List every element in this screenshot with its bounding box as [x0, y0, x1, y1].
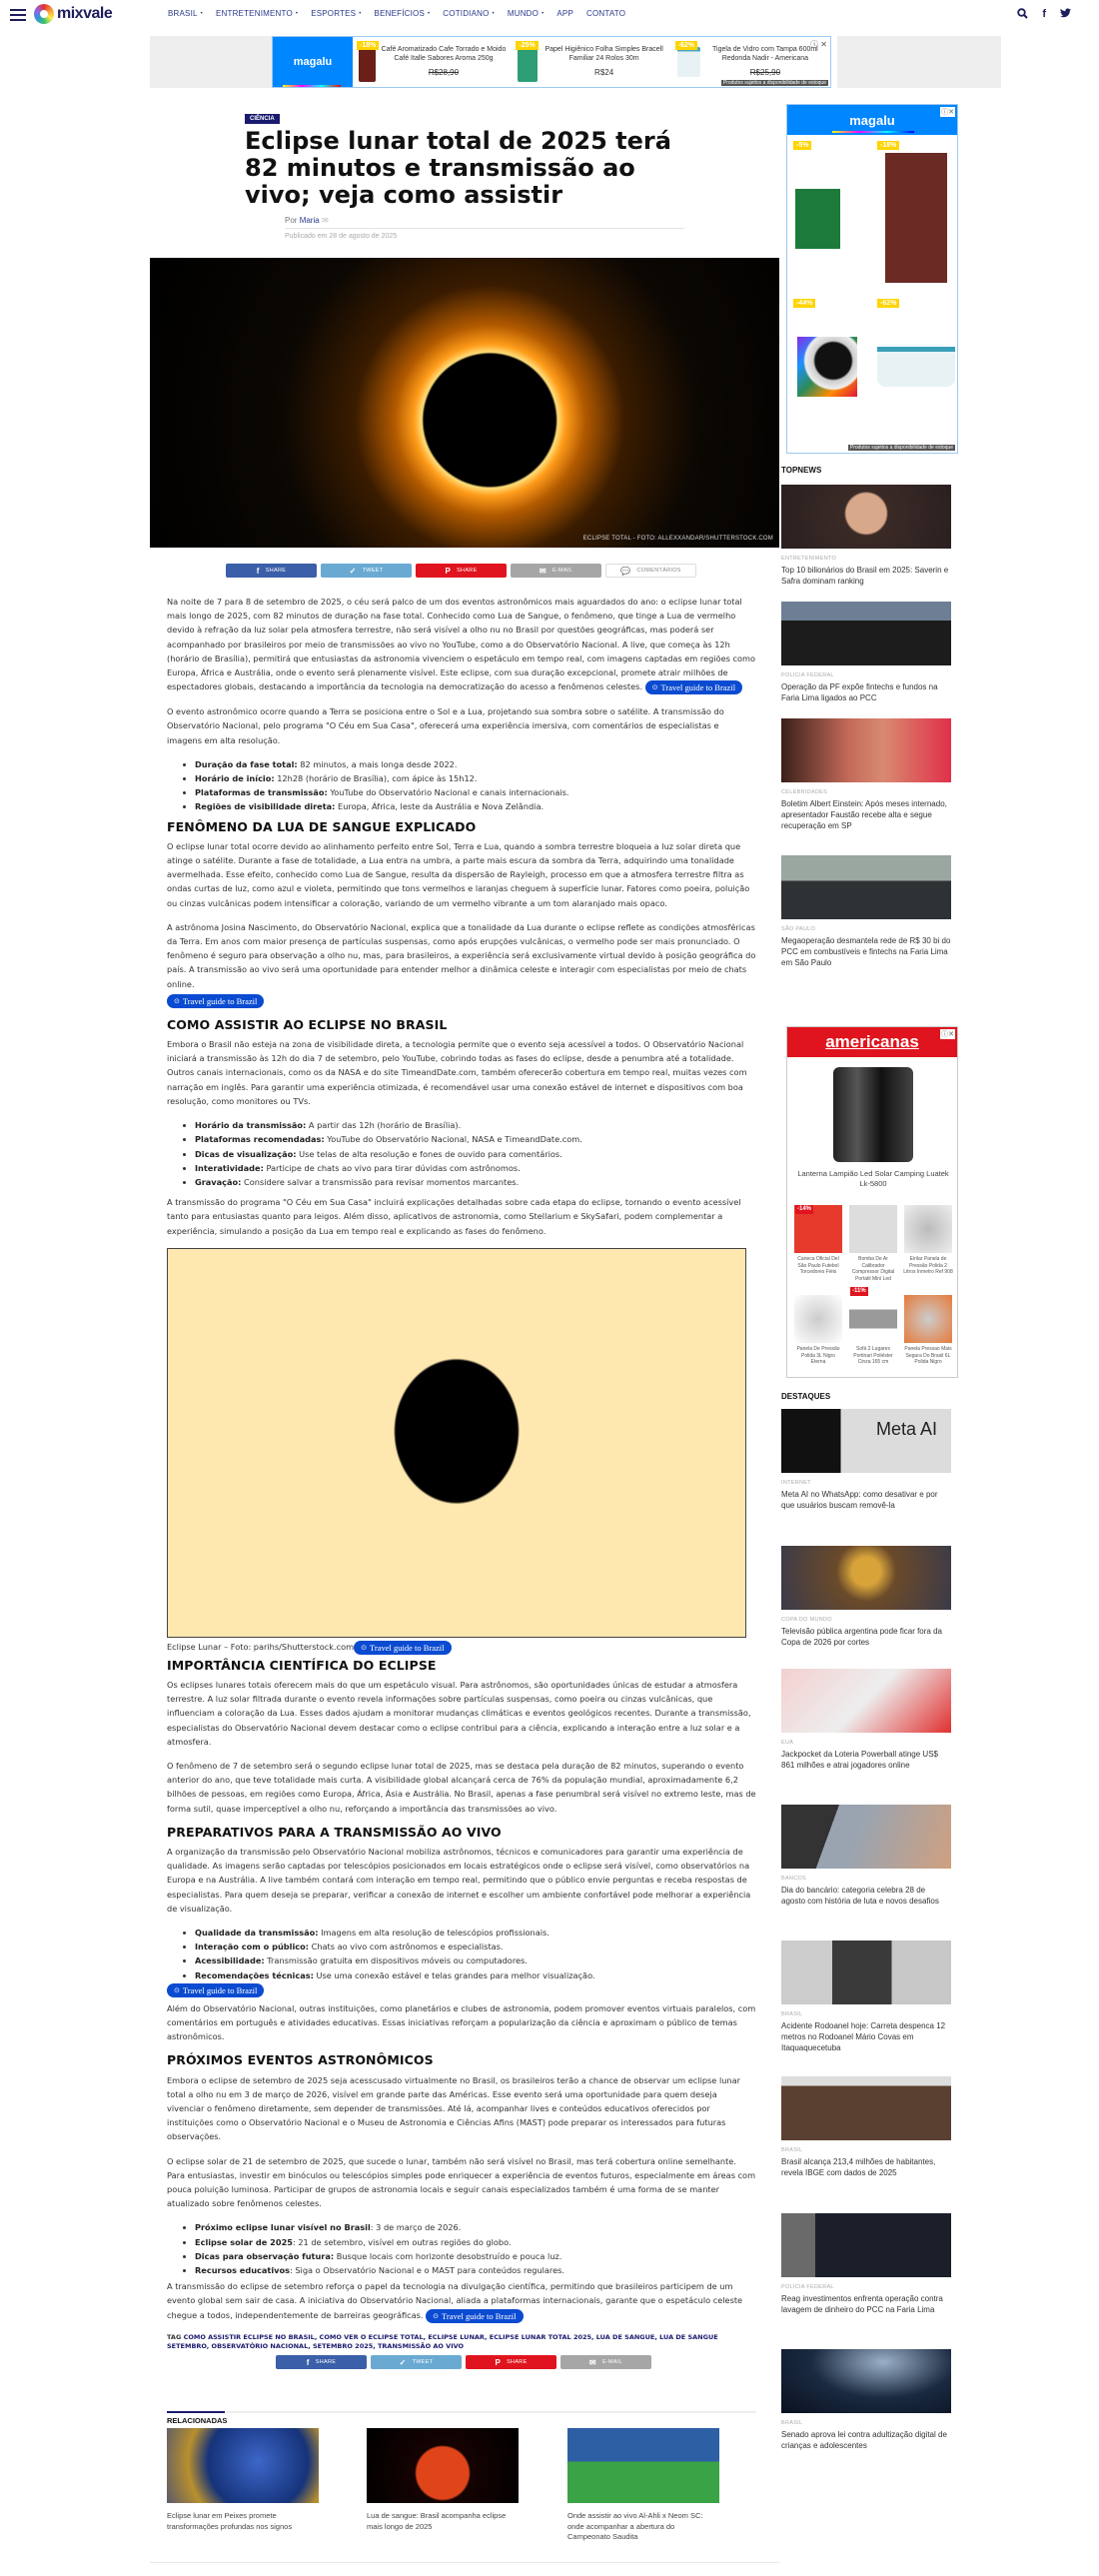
compass-icon: ⊙	[651, 683, 658, 692]
travel-guide-label: Travel guide to Brazil	[369, 1642, 445, 1653]
list-item	[195, 1968, 756, 1982]
ad-close-icon[interactable]: ⓘ✕	[941, 109, 954, 116]
paragraph-text: A transmissão do eclipse de setembro reforça o papel da tecnologia na divulgação científica, permitindo que brasileiros participem de um evento global sem sair de casa. A iniciativa do Observatório Nacional, aliada a plataformas internacionais, garante que o espetáculo celeste chegue a todos, independentemente de barreiras geográficas.	[167, 2281, 743, 2320]
list-item	[195, 2263, 756, 2277]
destaques-heading: DESTAQUES	[781, 1392, 831, 1401]
travel-guide-button[interactable]	[167, 1983, 264, 1997]
ad-close-icon[interactable]: ⓘ ✕	[810, 40, 827, 49]
item-text: YouTube do Observatório Nacional, NASA e TimeandDate.com.	[324, 1134, 582, 1145]
news-image	[781, 718, 951, 782]
paragraph	[167, 2279, 756, 2322]
related-image	[167, 2428, 319, 2503]
news-image	[781, 485, 951, 549]
product-name: Panela Pressao Mais Segura Do Brasil 6L Polida Nigro	[904, 1346, 952, 1365]
travel-guide-button[interactable]	[354, 1641, 451, 1655]
pinterest-icon: P	[445, 566, 452, 576]
product-name: Caneca Oficial Del São Paulo Futebol Torcedores Fiéis	[797, 1256, 839, 1275]
share-bar	[226, 564, 696, 578]
paragraph: Além do Observatório Nacional, outras instituições, como planetários e clubes de astronomia, podem promover eventos virtuais paralelos, com comentários em português e atividades educativas. Essas iniciativas reforçam a popularização da ciência e aproximam o público de temas astronômicos.	[167, 2002, 756, 2042]
news-image	[781, 855, 951, 919]
product-image	[904, 1205, 952, 1253]
section-heading: FENÔMENO DA LUA DE SANGUE EXPLICADO	[167, 818, 477, 834]
paragraph: A transmissão do programa "O Céu em Sua Casa" incluirá explicações detalhadas sobre cada etapa do eclipse, tornando o evento acessível tanto para entusiastas quanto para leigos. Além disso, aplicativos de astronomia, como Stellarium e SkySafari, podem complementar a experiência, simulando a posição da Lua em tempo real e explicando as fases do fenômeno.	[167, 1197, 741, 1236]
news-title: Dia do bancário: categoria celebra 28 de agosto com história de luta e novos desafios	[781, 1886, 939, 1906]
discount-badge: -44%	[793, 299, 815, 308]
compass-icon: ⊙	[174, 1985, 180, 1994]
nav-label: COTIDIANO	[443, 9, 490, 18]
nav-label: BRASIL	[168, 9, 198, 18]
nav-brasil[interactable]	[168, 9, 203, 18]
item-label: Acessibilidade:	[195, 1955, 265, 1966]
list-item	[195, 1926, 756, 1939]
menu-icon[interactable]	[10, 9, 26, 21]
top-navbar	[0, 0, 1099, 30]
section-heading: IMPORTÂNCIA CIENTÍFICA DO ECLIPSE	[167, 1657, 437, 1673]
news-kicker: BRASIL	[781, 2420, 803, 2426]
compass-icon: ⊙	[361, 1643, 367, 1652]
news-kicker: POLÍCIA FEDERAL	[781, 672, 834, 678]
discount-badge: -14%	[797, 1206, 812, 1212]
related-heading: RELACIONADAS	[167, 2416, 228, 2425]
ad-brand-logo: magalu	[787, 105, 957, 135]
paragraph: A organização da transmissão pelo Observatório Nacional mobiliza astrônomos, técnicos e comunicadores para garantir uma experiência de qualidade. As imagens serão captadas por telescópios posicionados em locais estratégicos onde o eclipse será visível, como observatórios na Europa e na Austrália. A live também contará com interação em tempo real, permitindo que o público envie perguntas e receba respostas de especialistas. Para quem deseja se preparar, verificar a conexão de internet e escolher um ambiente confortável pode melhorar a experiência de visualização.	[167, 1846, 751, 1914]
twitter-icon: ✓	[349, 566, 357, 576]
topnews-item[interactable]	[781, 602, 951, 703]
destaques-item[interactable]	[781, 1940, 951, 2053]
item-text: Europa, África, leste da Austrália e Nova Zelândia.	[335, 801, 545, 812]
ad-background	[837, 36, 1001, 88]
ad-product[interactable]	[793, 1295, 843, 1366]
ad-product[interactable]	[903, 1295, 953, 1366]
list-item	[195, 2220, 756, 2234]
hero-caption: ECLIPSE TOTAL - FOTO: ALLEXXANDAR/SHUTTERSTOCK.COM	[582, 536, 773, 542]
news-kicker: CELEBRIDADES	[781, 789, 828, 795]
item-label: Recomendações técnicas:	[195, 1969, 314, 1980]
nav-entretenimento[interactable]	[216, 9, 298, 18]
mail-icon: ✉	[588, 2357, 596, 2367]
paragraph: Embora o Brasil não esteja na zona de visibilidade direta, a tecnologia permite que o evento seja acessível a todos. O Observatório Nacional iniciará a transmissão às 12h do dia 7 de setembro, pelo YouTube, cobrindo todas as fases do eclipse, desde a penumbra até a totalidade. Outros canais internacionais, como os da NASA e do site TimeandDate.com, também oferecerão cobertura em tempo real, muitas vezes com narração em inglês. Para garantir uma experiência otimizada, é recomendável usar uma conexão estável de internet e dispositivos com boa resolução, como monitores ou TVs.	[167, 1039, 747, 1106]
comments-button[interactable]	[605, 564, 696, 578]
byline	[285, 216, 329, 225]
news-title: Senado aprova lei contra adultização digital de crianças e adolescentes	[781, 2430, 947, 2450]
item-label: Plataformas de transmissão:	[195, 787, 328, 798]
travel-guide-label: Travel guide to Brazil	[660, 682, 736, 693]
destaques-item[interactable]	[781, 2213, 951, 2315]
share-label: E-MAIL	[551, 568, 573, 574]
news-image	[781, 1409, 951, 1473]
nav-label: MUNDO	[507, 9, 540, 18]
item-text: Use uma conexão estável e telas grandes para melhor visualização.	[313, 1969, 595, 1980]
header-icons	[1017, 8, 1071, 22]
share-label: E-MAIL	[601, 2359, 623, 2365]
product-image	[795, 189, 840, 249]
product-name: Papel Higiênico Folha Simples Bracell Familiar 24 Rolos 30m	[545, 45, 663, 62]
paragraph	[167, 595, 756, 694]
ad-product[interactable]	[848, 1205, 898, 1282]
news-kicker: EUA	[781, 1740, 794, 1746]
section-heading: PRÓXIMOS EVENTOS ASTRONÔMICOS	[167, 2052, 434, 2068]
news-kicker: BANCOS	[781, 1876, 807, 1882]
related-item[interactable]	[367, 2428, 519, 2532]
travel-guide-label: Travel guide to Brazil	[182, 1984, 258, 1995]
related-item[interactable]	[167, 2428, 319, 2532]
product-name: Panela De Pressão Polida 3L Nigro Eterna	[796, 1346, 840, 1365]
item-label: Qualidade da transmissão:	[195, 1927, 319, 1937]
product-image	[849, 1295, 897, 1343]
paragraph: O eclipse lunar total ocorre devido ao alinhamento perfeito entre Sol, Terra e Lua, quando a sombra terrestre bloqueia a luz solar direta que atinge o satélite. Durante a fase de totalidade, a Lua entra na umbra, a parte mais escura da sombra da Terra, adquirindo uma tonalidade avermelhada. Esse efeito, conhecido como Lua de Sangue, resulta da dispersão de Rayleigh, processo em que a atmosfera terrestre filtra as ondas curtas de luz, como azul e violeta, permitindo que tons vermelhos e laranjas cheguem à superfície lunar. Fatores como poeira, poluição ou cinzas vulcânicas podem intensificar a coloração, variando de um vermelho vibrante a um tom alaranjado mais opaco.	[167, 840, 750, 908]
ad-disclaimer: Produtos sujeitos a disponibilidade de estoque	[722, 80, 826, 86]
share-label: TWEET	[362, 568, 384, 574]
divider	[150, 2562, 779, 2563]
nav-label: CONTATO	[586, 9, 626, 18]
product-image	[849, 1205, 897, 1253]
topnews-heading: TOPNEWS	[781, 466, 822, 475]
dropdown-icon: •	[200, 10, 203, 17]
dropdown-icon: •	[427, 10, 431, 17]
item-text: 12h28 (horário de Brasília), com ápice às 15h12.	[274, 773, 478, 784]
list-item	[195, 1132, 756, 1146]
nav-contato[interactable]	[586, 9, 625, 18]
bullet-list	[195, 2220, 756, 2277]
list-item	[195, 771, 756, 785]
discount-badge: -62%	[675, 41, 697, 50]
share-label: SHARE	[457, 568, 478, 574]
sidebar-magalu-ad[interactable]	[786, 104, 958, 454]
item-label: Gravação:	[195, 1176, 242, 1187]
news-image	[781, 1669, 951, 1733]
destaques-item[interactable]	[781, 1409, 951, 1511]
paragraph: Embora o eclipse de setembro de 2025 seja acesscusado virtualmente no Brasil, os brasileiros terão a chance de observar um eclipse lunar total a olho nu em 3 de março de 2026, visível em grande parte das Américas. Esse evento será uma oportunidade para quem deseja vivenciar o fenômeno diretamente, sem depender de transmissões. Até lá, acompanhar lives e conteúdos educativos oferecidos por instituições como o Observatório Nacional e o Museu de Astronomia e Ciências Afins (MAST) pode preparar os interessados para futuras observações.	[167, 2074, 740, 2142]
paragraph: O fenômeno de 7 de setembro será o segundo eclipse lunar total de 2025, mas se destaca pela duração de 82 minutos, superando o evento anterior do ano, que teve totalidade mais curta. A visibilidade global alcançará cerca de 76% da população mundial, aproximadamente 6,2 bilhões de pessoas, em regiões como Europa, África, Ásia e Austrália. No Brasil, apenas a fase penumbral será visível no extremo leste, mas de forma sutil, quase imperceptível a olho nu, reforçando a importância das transmissões ao vivo.	[167, 1760, 756, 1814]
item-text: Considere salvar a transmissão para revisar momentos marcantes.	[241, 1176, 520, 1187]
news-image	[781, 602, 951, 665]
share-label: SHARE	[265, 568, 287, 574]
image-text: Meta AI	[876, 1419, 938, 1439]
product-image	[833, 1067, 913, 1162]
facebook-share-button[interactable]	[276, 2355, 367, 2369]
news-kicker: INTERNET	[781, 1480, 811, 1486]
product-name[interactable]: Lanterna Lampião Led Solar Camping Luatek Lk-5800	[797, 1169, 949, 1188]
product-name: Tigela de Vidro com Tampa 600ml Redonda Nadir - Americana	[712, 45, 818, 62]
list-item	[195, 785, 756, 799]
discount-badge: -18%	[877, 141, 899, 150]
list-item	[195, 1161, 756, 1175]
divider	[167, 2411, 756, 2413]
mail-icon[interactable]: ✉	[321, 216, 329, 225]
compass-icon: ⊙	[174, 996, 180, 1005]
related-title: Lua de sangue: Brasil acompanha eclipse mais longo de 2025	[367, 2511, 507, 2531]
logo-text: mixvale	[57, 5, 113, 22]
twitter-share-button[interactable]	[321, 564, 412, 578]
nav-label: ENTRETENIMENTO	[215, 9, 293, 18]
item-text: A partir das 12h (horário de Brasília).	[306, 1120, 462, 1131]
bullet-list	[195, 757, 756, 814]
destaques-item[interactable]	[781, 2349, 951, 2451]
bullet-list	[195, 1926, 756, 1982]
main-nav	[168, 9, 625, 18]
search-icon[interactable]	[1017, 8, 1028, 22]
product-name: Café Aromatizado Cafe Torrado e Moido Café Italle Sabores Aroma 250g	[381, 45, 507, 62]
sidebar-americanas-ad[interactable]	[786, 1026, 958, 1378]
ad-product[interactable]	[791, 139, 871, 289]
topnews-item[interactable]	[781, 855, 951, 968]
list-item	[195, 1953, 756, 1967]
share-label: TWEET	[412, 2359, 434, 2365]
dropdown-icon: •	[542, 10, 545, 17]
ad-product[interactable]	[903, 1205, 953, 1276]
ad-brand-logo: magalu	[273, 37, 353, 87]
pinterest-share-button[interactable]	[416, 564, 507, 578]
item-text: Transmissão gratuita em dispositivos móveis ou computadores.	[264, 1955, 528, 1966]
related-title: Onde assistir ao vivo Al-Ahli x Neom SC: onde acompanhar a abertura do Campeonato Saudita	[567, 2511, 703, 2541]
news-image	[781, 2076, 951, 2140]
product-image	[794, 1295, 842, 1343]
ad-product[interactable]	[875, 139, 955, 289]
item-text: : 3 de março de 2026.	[370, 2222, 462, 2233]
item-label: Duração da fase total:	[195, 758, 298, 769]
tag-label: TAG	[167, 2332, 182, 2341]
share-label: SHARE	[507, 2359, 528, 2365]
travel-guide-button[interactable]	[645, 680, 742, 694]
news-title: Operação da PF expõe fintechs e fundos na Faria Lima ligados ao PCC	[781, 682, 938, 702]
hero-image	[150, 258, 779, 548]
paragraph-text: Na noite de 7 para 8 de setembro de 2025, o céu será palco de um dos eventos astronômicos mais aguardados do ano: o eclipse lunar total mais longo de 2025, com 82 minutos de duração na fase total. Conhecido como Lua de Sangue, o fenômeno, que tinge a Lua de vermelho devido à refração da luz solar pela atmosfera terrestre, não será visível a olho nu no Brasil por questões geográficas, mas poderá ser acompanhado por brasileiros por meio de transmissões ao vivo no YouTube, como a do Observatório Nacional. A live, que começa às 12h (horário de Brasília), permitirá que entusiastas da astronomia vivenciem o espetáculo em tempo real, com imagens captadas em regiões como Europa, África e Austrália, onde o evento será plenamente visível. Este eclipse, com sua duração excepcional, promete atrair milhões de espectadores globais, destacando a importância da tecnologia na democratização do acesso a fenômenos celestes.	[167, 597, 755, 692]
ad-product[interactable]	[512, 37, 670, 87]
travel-guide-button[interactable]	[167, 994, 264, 1008]
news-kicker: COPA DO MUNDO	[781, 1617, 832, 1623]
news-image	[781, 1940, 951, 2004]
bullet-list	[195, 1118, 756, 1189]
tag-list	[167, 2333, 756, 2351]
list-item	[195, 1118, 756, 1132]
top-banner-ad[interactable]	[272, 36, 831, 88]
discount-badge: -25%	[516, 41, 538, 50]
share-label: SHARE	[315, 2359, 337, 2365]
list-item	[195, 757, 756, 771]
list-item	[195, 2235, 756, 2249]
ad-product[interactable]	[791, 297, 871, 447]
item-text: Participe de chats ao vivo para tirar dúvidas com astrônomos.	[263, 1162, 521, 1173]
paragraph: O eclipse solar de 21 de setembro de 2025, que sucede o lunar, também não será visível no Brasil, mas terá cobertura online semelhante. Para entusiastas, investir em binóculos ou telescópios simples pode enriquecer a experiência de eventos futuros, especialmente em áreas com pouca poluição luminosa. Participar de grupos de astronomia locais e seguir canais especializados também é uma forma de se manter atualizado sobre fenômenos celestes.	[167, 2155, 756, 2209]
twitter-icon: ✓	[399, 2357, 407, 2367]
discount-badge: -11%	[852, 1288, 866, 1294]
news-title: Meta AI no WhatsApp: como desativar e por que usuários buscam removê-la	[781, 1490, 938, 1510]
ad-product[interactable]	[353, 37, 512, 87]
pinterest-icon: P	[495, 2357, 502, 2367]
ad-background	[150, 36, 272, 88]
share-bar-bottom	[276, 2355, 651, 2369]
list-item	[195, 1939, 756, 1953]
news-title: Boletim Albert Einstein: Após meses internado, apresentador Faustão recebe alta e segue recuperação em SP	[781, 799, 947, 830]
dropdown-icon: •	[295, 10, 299, 17]
item-text: Imagens em alta resolução de telescópios profissionais.	[318, 1927, 550, 1937]
item-text: YouTube do Observatório Nacional e canais internacionais.	[327, 787, 569, 798]
news-image	[781, 1546, 951, 1610]
twitter-share-button[interactable]	[371, 2355, 462, 2369]
item-label: Eclipse solar de 2025	[195, 2236, 293, 2247]
news-kicker: POLÍCIA FEDERAL	[781, 2284, 834, 2290]
item-text: Use telas de alta resolução e fones de ouvido para comentários.	[296, 1148, 562, 1159]
item-label: Horário de início:	[195, 773, 275, 784]
news-kicker: BRASIL	[781, 2011, 803, 2017]
destaques-item[interactable]	[781, 1546, 951, 1648]
item-label: Dicas para observação futura:	[195, 2250, 335, 2261]
nav-label: ESPORTES	[311, 9, 357, 18]
news-title: Brasil alcança 213,4 milhões de habitantes, revela IBGE com dados de 2025	[781, 2157, 936, 2177]
item-text: Chats ao vivo com astrônomos e especialistas.	[309, 1941, 504, 1952]
nav-esportes[interactable]	[311, 9, 361, 18]
product-price: R$25,90	[749, 68, 781, 78]
ad-brand-logo: americanas	[787, 1027, 957, 1057]
destaques-item[interactable]	[781, 1669, 951, 1771]
item-label: Interatividade:	[195, 1162, 264, 1173]
item-label: Dicas de visualização:	[195, 1148, 297, 1159]
product-image	[877, 347, 955, 387]
facebook-icon: f	[306, 2357, 310, 2367]
topnews-item[interactable]	[781, 718, 951, 831]
paragraph: A astrônoma Josina Nascimento, do Observatório Nacional, explica que a tonalidade da Lua durante o eclipse reflete as condições atmosféricas da Terra. Em anos com maior presença de partículas suspensas, como após erupções vulcânicas, o vermelho pode ser mais pronunciado. O fenômeno é seguro para observação a olho nu, mas, para brasileiros, a experiência será exclusivamente virtual devido à posição geográfica do país. A transmissão ao vivo será uma oportunidade para entender melhor a dinâmica celeste e interagir com especialistas por meio de chats online.	[167, 921, 756, 989]
twitter-icon[interactable]	[1060, 8, 1071, 22]
item-label: Regiões de visibilidade direta:	[195, 801, 336, 812]
ad-product[interactable]	[848, 1288, 898, 1366]
article-image-eclipse	[167, 1248, 746, 1638]
news-kicker: ENTRETENIMENTO	[781, 556, 837, 562]
item-label: Horário da transmissão:	[195, 1120, 307, 1131]
news-kicker: BRASIL	[781, 2147, 803, 2153]
travel-guide-label: Travel guide to Brazil	[182, 995, 258, 1006]
list-item	[195, 1175, 756, 1189]
product-image	[797, 337, 857, 397]
item-label: Recursos educativos	[195, 2265, 290, 2276]
travel-guide-button[interactable]	[426, 2309, 523, 2323]
nav-mundo[interactable]	[508, 9, 545, 18]
item-text: Busque locais com horizonte desobstruído e pouca luz.	[334, 2250, 562, 2261]
list-item	[195, 1147, 756, 1161]
news-image	[781, 2213, 951, 2277]
ad-close-icon[interactable]: ⓘ✕	[941, 1031, 954, 1038]
product-name: Eirilar Panela de Pressão Polida 2 Litros Inmetro Ref 908	[903, 1256, 953, 1275]
item-text: : 21 de setembro, visível em outras regiões do globo.	[292, 2236, 512, 2247]
nav-beneficios[interactable]	[375, 9, 431, 18]
destaques-item[interactable]	[781, 2076, 951, 2178]
product-price: R$28,90	[428, 68, 460, 78]
compass-icon: ⊙	[433, 2311, 439, 2320]
discount-badge: -5%	[793, 141, 811, 150]
related-image	[567, 2428, 719, 2503]
news-image	[781, 2349, 951, 2413]
comment-icon: 💬	[620, 566, 631, 576]
ad-product[interactable]	[875, 297, 955, 447]
news-title: Reag investimentos enfrenta operação contra lavagem de dinheiro do PCC na Faria Lima	[781, 2294, 943, 2314]
topnews-item[interactable]	[781, 485, 951, 587]
share-label: COMENTÁRIOS	[636, 568, 681, 574]
dropdown-icon: •	[492, 10, 495, 17]
item-text: : Siga o Observatório Nacional e o MAST para conteúdos regulares.	[289, 2265, 565, 2276]
product-image	[904, 1295, 952, 1343]
email-share-button[interactable]	[560, 2355, 651, 2369]
destaques-item[interactable]	[781, 1805, 951, 1907]
product-name: Bomba De Ar Calibrador Compressor Digital Portatil Mini Led	[851, 1256, 895, 1282]
image-caption: Eclipse Lunar – Foto: parihs/Shutterstock.com	[167, 1641, 355, 1652]
article-title: Eclipse lunar total de 2025 terá 82 minutos e transmissão ao vivo; veja como assistir	[245, 127, 671, 209]
section-heading: PREPARATIVOS PARA A TRANSMISSÃO AO VIVO	[167, 1824, 502, 1840]
news-title: Jackpocket da Loteria Powerball atinge US$ 861 milhões e atrai jogadores online	[781, 1750, 938, 1770]
news-title: Acidente Rodoanel hoje: Carreta despenca 12 metros no Rodoanel Mário Covas em Itaquaquecetuba	[781, 2021, 946, 2052]
site-logo[interactable]	[34, 4, 112, 24]
item-label: Próximo eclipse lunar visível no Brasil	[195, 2222, 371, 2233]
list-item	[195, 799, 756, 813]
paragraph: Os eclipses lunares totais oferecem mais do que um espetáculo visual. Para astrônomos, são oportunidades únicas de estudar a atmosfera terrestre. A luz solar filtrada durante o evento revela informações sobre partículas suspensas, como poeira ou cinzas vulcânicas, que influenciam a coloração da Lua. Esses dados ajudam a monitorar mudanças climáticas e eventos geológicos recentes. Durante a transmissão, especialistas do Observatório Nacional devem destacar como o eclipse contribui para a ciência, explicando a interação entre a luz solar e a atmosfera.	[167, 1679, 751, 1747]
related-image	[367, 2428, 519, 2503]
item-text: 82 minutos, a mais longa desde 2022.	[297, 758, 458, 769]
mail-icon: ✉	[539, 566, 547, 576]
publish-date: Publicado em 28 de agosto de 2025	[285, 233, 398, 240]
nav-label: APP	[556, 9, 573, 18]
article-body	[167, 595, 756, 2351]
item-label: Plataformas recomendadas:	[195, 1134, 325, 1145]
facebook-icon[interactable]: f	[1042, 8, 1046, 20]
product-image	[885, 153, 947, 283]
ad-disclaimer: Produtos sujeitos a disponibilidade de estoque	[849, 445, 953, 451]
ad-product[interactable]	[793, 1205, 843, 1276]
item-label: Interação com o público:	[195, 1941, 310, 1952]
travel-guide-label: Travel guide to Brazil	[442, 2310, 517, 2321]
nav-cotidiano[interactable]	[443, 9, 495, 18]
email-share-button[interactable]	[511, 564, 601, 578]
pinterest-share-button[interactable]	[466, 2355, 556, 2369]
news-title: Televisão pública argentina pode ficar fora da Copa de 2026 por cortes	[781, 1627, 942, 1647]
image-caption-row	[167, 1640, 756, 1655]
news-kicker: SÃO PAULO	[781, 926, 816, 932]
nav-app[interactable]	[556, 9, 573, 18]
tag-links[interactable]: COMO ASSISTIR ECLIPSE NO BRASIL, COMO VER O ECLIPSE TOTAL, ECLIPSE LUNAR, ECLIPSE LUNAR TOTAL 2025, LUA DE SANGUE, LUA DE SANGUE SETEMBRO, OBSERVATÓRIO NACIONAL, SETEMBRO 2025, TRANSMISSÃO AO VIVO	[167, 2332, 718, 2350]
product-price: R$24	[594, 68, 614, 78]
news-image	[781, 1805, 951, 1869]
nav-label: BENEFÍCIOS	[374, 9, 425, 18]
facebook-share-button[interactable]	[226, 564, 317, 578]
section-heading: COMO ASSISTIR AO ECLIPSE NO BRASIL	[167, 1016, 448, 1032]
divider	[285, 228, 684, 229]
facebook-icon: f	[256, 566, 260, 576]
by-label: Por	[285, 216, 298, 225]
product-name: Sofá 2 Lugares Portinari Poliéster Cinza 165 cm	[853, 1346, 893, 1365]
dropdown-icon: •	[359, 10, 362, 17]
logo-icon	[34, 4, 54, 24]
news-title: Top 10 bilionários do Brasil em 2025: Saverin e Safra dominam ranking	[781, 566, 949, 586]
list-item	[195, 2249, 756, 2263]
paragraph: O evento astronômico ocorre quando a Terra se posiciona entre o Sol e a Lua, projetando sua sombra sobre o satélite. A transmissão do Observatório Nacional, pelo programa "O Céu em Sua Casa", oferecerá uma experiência imersiva, com comentários de especialistas e imagens em alta resolução.	[167, 706, 724, 745]
discount-badge: -62%	[877, 299, 899, 308]
related-item[interactable]	[567, 2428, 719, 2543]
author-link[interactable]: Maria	[299, 216, 320, 225]
category-badge[interactable]: CIÊNCIA	[245, 114, 280, 124]
discount-badge: -18%	[357, 41, 379, 50]
related-title: Eclipse lunar em Peixes promete transformações profundas nos signos	[167, 2511, 293, 2531]
product-image	[677, 47, 700, 77]
news-title: Megaoperação desmantela rede de R$ 30 bi do PCC em combustíveis e fintechs na Faria Lima em São Paulo	[781, 936, 951, 967]
